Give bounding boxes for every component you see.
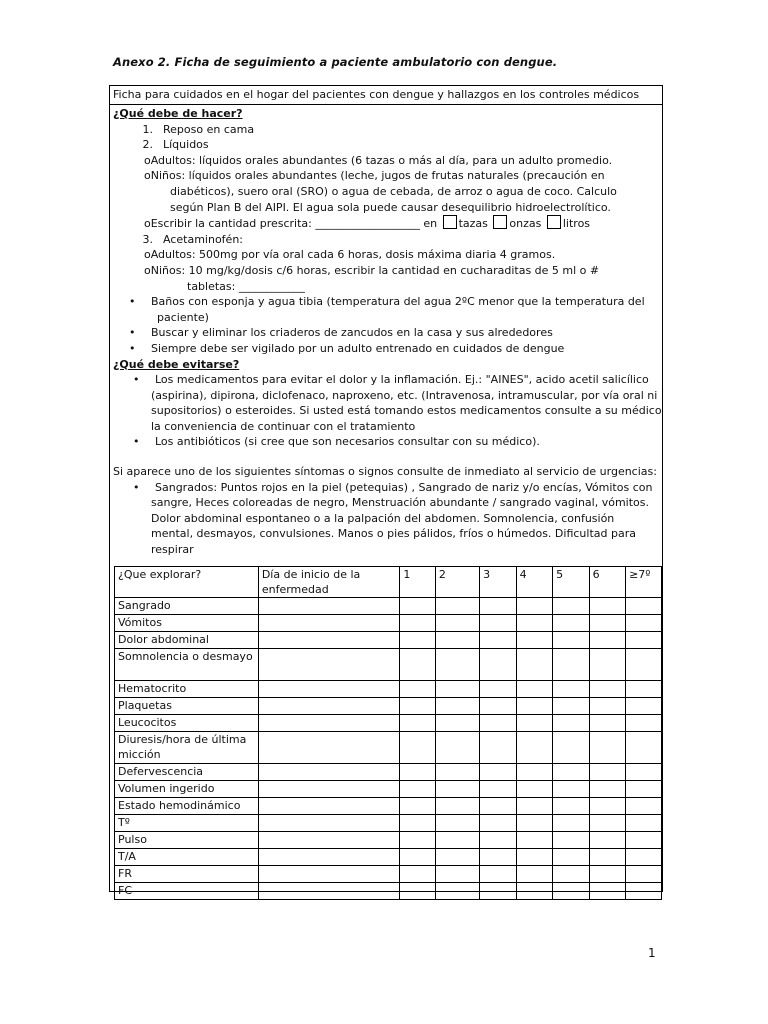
table-row xyxy=(115,681,662,698)
table-cell[interactable] xyxy=(400,632,436,649)
table-cell[interactable] xyxy=(480,632,516,649)
table-cell[interactable] xyxy=(626,883,662,900)
table-cell[interactable] xyxy=(626,615,662,632)
table-cell[interactable] xyxy=(553,781,589,798)
bullet-banos: • Baños con esponja y agua tibia (temperatura del agua 2ºC menor que la temperatura del xyxy=(129,295,645,309)
table-cell[interactable] xyxy=(553,681,589,698)
table-cell[interactable] xyxy=(480,715,516,732)
liquidos-adultos: oAdultos: líquidos orales abundantes (6 tazas o más al día, para un adulto promedio. xyxy=(144,153,613,167)
col-header-3: 3 xyxy=(480,567,516,598)
table-cell[interactable] xyxy=(626,698,662,715)
table-cell[interactable] xyxy=(516,632,552,649)
table-cell[interactable] xyxy=(626,681,662,698)
table-cell[interactable] xyxy=(258,832,399,849)
table-cell[interactable] xyxy=(589,866,625,883)
table-cell[interactable] xyxy=(435,698,479,715)
bullet-antibioticos: • Los antibióticos (si cree que son necesarios consultar con su médico). xyxy=(133,435,540,449)
table-cell[interactable] xyxy=(480,781,516,798)
table-cell[interactable] xyxy=(258,698,399,715)
table-cell[interactable] xyxy=(626,781,662,798)
table-cell[interactable] xyxy=(626,715,662,732)
table-cell[interactable] xyxy=(589,832,625,849)
table-cell[interactable] xyxy=(553,649,589,681)
table-cell[interactable] xyxy=(516,849,552,866)
table-row xyxy=(115,698,662,715)
table-row xyxy=(115,615,662,632)
item-reposo: 1. Reposo en cama xyxy=(142,122,255,136)
item-liquidos: 2. Líquidos xyxy=(142,138,209,152)
table-cell[interactable] xyxy=(400,732,436,764)
table-row xyxy=(115,866,662,883)
table-cell[interactable] xyxy=(400,849,436,866)
table-cell[interactable] xyxy=(435,615,479,632)
table-cell[interactable] xyxy=(480,764,516,781)
table-cell[interactable] xyxy=(400,598,436,615)
table-cell[interactable] xyxy=(516,649,552,681)
table-cell[interactable] xyxy=(589,883,625,900)
table-cell[interactable] xyxy=(626,649,662,681)
table-cell[interactable] xyxy=(258,615,399,632)
table-cell[interactable] xyxy=(589,615,625,632)
row-label: Diuresis/hora de última micción xyxy=(115,732,259,764)
row-label: Volumen ingerido xyxy=(115,781,259,798)
row-label: Hematocrito xyxy=(115,681,259,698)
table-cell[interactable] xyxy=(589,698,625,715)
table-cell[interactable] xyxy=(435,883,479,900)
table-cell[interactable] xyxy=(400,883,436,900)
col-header-1: 1 xyxy=(400,567,436,598)
table-cell[interactable] xyxy=(553,883,589,900)
table-cell[interactable] xyxy=(516,866,552,883)
table-cell[interactable] xyxy=(589,732,625,764)
table-cell[interactable] xyxy=(435,815,479,832)
table-cell[interactable] xyxy=(258,764,399,781)
table-cell[interactable] xyxy=(516,883,552,900)
table-row xyxy=(115,849,662,866)
instructions xyxy=(110,105,662,558)
table-row xyxy=(115,598,662,615)
table-cell[interactable] xyxy=(400,832,436,849)
table-cell[interactable] xyxy=(480,681,516,698)
table-cell[interactable] xyxy=(435,849,479,866)
bullet-sangrados-cont: sangre, Heces coloreadas de negro, Menstruación abundante / sangrado vaginal, vómitos. xyxy=(151,496,650,510)
table-cell[interactable] xyxy=(626,732,662,764)
table-cell[interactable] xyxy=(400,764,436,781)
row-label: Leucocitos xyxy=(115,715,259,732)
col-header-6: 6 xyxy=(589,567,625,598)
table-cell[interactable] xyxy=(480,866,516,883)
page-number: 1 xyxy=(648,946,656,960)
table-cell[interactable] xyxy=(516,732,552,764)
table-cell[interactable] xyxy=(480,649,516,681)
table-cell[interactable] xyxy=(435,649,479,681)
cantidad-prescrita: oEscribir la cantidad prescrita: ___________________ en tazas onzas litros xyxy=(144,217,591,231)
table-cell[interactable] xyxy=(516,832,552,849)
table-cell[interactable] xyxy=(258,815,399,832)
col-header-2: 2 xyxy=(435,567,479,598)
table-cell[interactable] xyxy=(589,798,625,815)
item-acetaminofen: 3. Acetaminofén: xyxy=(142,232,243,246)
table-cell[interactable] xyxy=(516,598,552,615)
table-cell[interactable] xyxy=(516,681,552,698)
section-title-hacer: ¿Qué debe de hacer? xyxy=(113,107,243,120)
table-cell[interactable] xyxy=(626,849,662,866)
bullet-medicamentos-cont2: supositorios) o esteroides. Si usted está tomando estos medicamentos consulte a su médico xyxy=(151,404,662,418)
bullet-criaderos: • Buscar y eliminar los criaderos de zancudos en la casa y sus alrededores xyxy=(129,326,553,340)
table-row xyxy=(115,732,662,764)
table-cell[interactable] xyxy=(516,715,552,732)
table-cell[interactable] xyxy=(626,598,662,615)
table-cell[interactable] xyxy=(626,764,662,781)
table-cell[interactable] xyxy=(435,598,479,615)
bullet-sangrados-cont2: Dolor abdominal espontaneo o a la palpación del abdomen. Somnolencia, confusión xyxy=(151,511,615,525)
urgencias-text: Si aparece uno de los siguientes síntomas o signos consulte de inmediato al servicio de urgencias: xyxy=(113,465,657,479)
litros-checkbox[interactable] xyxy=(547,215,561,229)
table-cell[interactable] xyxy=(480,615,516,632)
table-row xyxy=(115,632,662,649)
col-header-7plus: ≥7º xyxy=(626,567,662,598)
row-label: T/A xyxy=(115,849,259,866)
table-cell[interactable] xyxy=(553,832,589,849)
table-cell[interactable] xyxy=(258,715,399,732)
table-cell[interactable] xyxy=(553,849,589,866)
table-cell[interactable] xyxy=(626,866,662,883)
table-cell[interactable] xyxy=(435,632,479,649)
table-cell[interactable] xyxy=(589,764,625,781)
table-cell[interactable] xyxy=(553,598,589,615)
table-cell[interactable] xyxy=(480,849,516,866)
table-cell[interactable] xyxy=(480,732,516,764)
bullet-medicamentos-cont: (aspirina), dipirona, diclofenaco, naproxeno, etc. (Intravenosa, intramuscular, por vía oral ni xyxy=(151,388,658,402)
row-label: Defervescencia xyxy=(115,764,259,781)
table-cell[interactable] xyxy=(258,632,399,649)
table-cell[interactable] xyxy=(589,715,625,732)
table-cell[interactable] xyxy=(480,832,516,849)
table-cell[interactable] xyxy=(400,798,436,815)
document-title: Anexo 2. Ficha de seguimiento a paciente ambulatorio con dengue. xyxy=(113,55,558,69)
table-cell[interactable] xyxy=(480,598,516,615)
table-row xyxy=(115,815,662,832)
row-label: Sangrado xyxy=(115,598,259,615)
table-row xyxy=(115,832,662,849)
table-cell[interactable] xyxy=(258,798,399,815)
liquidos-ninos: oNiños: líquidos orales abundantes (leche, jugos de frutas naturales (precaución en xyxy=(144,169,605,183)
table-cell[interactable] xyxy=(480,698,516,715)
table-cell[interactable] xyxy=(258,781,399,798)
table-cell[interactable] xyxy=(589,632,625,649)
table-cell[interactable] xyxy=(553,764,589,781)
table-cell[interactable] xyxy=(258,849,399,866)
table-cell[interactable] xyxy=(553,815,589,832)
table-cell[interactable] xyxy=(258,866,399,883)
table-cell[interactable] xyxy=(516,764,552,781)
tracking-table xyxy=(114,566,662,900)
table-cell[interactable] xyxy=(626,815,662,832)
table-cell[interactable] xyxy=(589,681,625,698)
table-cell[interactable] xyxy=(553,615,589,632)
table-cell[interactable] xyxy=(258,649,399,681)
col-header-4: 4 xyxy=(516,567,552,598)
table-cell[interactable] xyxy=(589,815,625,832)
tazas-checkbox[interactable] xyxy=(443,215,457,229)
table-cell[interactable] xyxy=(258,732,399,764)
liquidos-ninos-cont: diabéticos), suero oral (SRO) o agua de cebada, de arroz o agua de coco. Calculo xyxy=(170,184,617,198)
table-cell[interactable] xyxy=(400,698,436,715)
table-row xyxy=(115,764,662,781)
table-row xyxy=(115,649,662,681)
table-cell[interactable] xyxy=(400,615,436,632)
acet-adultos: oAdultos: 500mg por vía oral cada 6 horas, dosis máxima diaria 4 gramos. xyxy=(144,248,556,262)
tracking-header-row xyxy=(115,567,662,598)
table-cell[interactable] xyxy=(435,832,479,849)
table-cell[interactable] xyxy=(516,615,552,632)
table-row xyxy=(115,715,662,732)
col-header-dia-inicio: Día de inicio de la enfermedad xyxy=(258,567,399,598)
row-label: Somnolencia o desmayo xyxy=(115,649,259,681)
bullet-vigilado: • Siempre debe ser vigilado por un adulto entrenado en cuidados de dengue xyxy=(129,341,565,355)
table-cell[interactable] xyxy=(516,815,552,832)
table-cell[interactable] xyxy=(516,781,552,798)
bullet-sangrados: • Sangrados: Puntos rojos en la piel (petequias) , Sangrado de nariz y/o encías, Vómitos con xyxy=(133,480,653,494)
row-label: Estado hemodinámico xyxy=(115,798,259,815)
table-cell[interactable] xyxy=(626,832,662,849)
form-frame xyxy=(109,85,663,897)
table-cell[interactable] xyxy=(516,798,552,815)
table-cell[interactable] xyxy=(400,815,436,832)
table-cell[interactable] xyxy=(480,815,516,832)
acet-ninos: oNiños: 10 mg/kg/dosis c/6 horas, escribir la cantidad en cucharaditas de 5 ml o # xyxy=(144,263,600,277)
col-header-5: 5 xyxy=(553,567,589,598)
table-cell[interactable] xyxy=(516,698,552,715)
liquidos-ninos-cont2: según Plan B del AIPI. El agua sola puede causar desequilibrio hidroelectrolítico. xyxy=(170,200,611,214)
table-cell[interactable] xyxy=(435,732,479,764)
table-cell[interactable] xyxy=(626,632,662,649)
table-cell[interactable] xyxy=(400,681,436,698)
table-cell[interactable] xyxy=(480,883,516,900)
table-cell[interactable] xyxy=(258,883,399,900)
table-cell[interactable] xyxy=(553,798,589,815)
table-cell[interactable] xyxy=(589,849,625,866)
form-header: Ficha para cuidados en el hogar del pacientes con dengue y hallazgos en los controles médicos xyxy=(110,86,662,105)
row-label: Dolor abdominal xyxy=(115,632,259,649)
bullet-sangrados-cont4: respirar xyxy=(151,543,194,557)
table-row xyxy=(115,781,662,798)
table-cell[interactable] xyxy=(589,649,625,681)
table-row xyxy=(115,883,662,900)
row-label: Tº xyxy=(115,815,259,832)
section-title-evitarse: ¿Qué debe evitarse? xyxy=(113,357,240,371)
table-cell[interactable] xyxy=(553,698,589,715)
table-cell[interactable] xyxy=(435,781,479,798)
table-cell[interactable] xyxy=(553,632,589,649)
table-cell[interactable] xyxy=(400,715,436,732)
bullet-medicamentos-cont3: la conveniencia de continuar con el tratamiento xyxy=(151,419,416,433)
table-cell[interactable] xyxy=(400,781,436,798)
table-cell[interactable] xyxy=(480,798,516,815)
row-label: Vómitos xyxy=(115,615,259,632)
bullet-medicamentos: • Los medicamentos para evitar el dolor y la inflamación. Ej.: "AINES", acido acetil salicílico xyxy=(133,373,649,387)
table-cell[interactable] xyxy=(589,781,625,798)
acet-ninos-cont: tabletas: ____________ xyxy=(187,279,305,293)
onzas-checkbox[interactable] xyxy=(493,215,507,229)
table-cell[interactable] xyxy=(258,598,399,615)
table-cell[interactable] xyxy=(400,866,436,883)
row-label: Plaquetas xyxy=(115,698,259,715)
table-cell[interactable] xyxy=(258,681,399,698)
row-label: FC xyxy=(115,883,259,900)
table-cell[interactable] xyxy=(553,732,589,764)
row-label: Pulso xyxy=(115,832,259,849)
table-cell[interactable] xyxy=(435,798,479,815)
bullet-sangrados-cont3: mental, desmayos, convulsiones. Manos o pies pálidos, fríos o húmedos. Dificultad para xyxy=(151,527,636,541)
table-cell[interactable] xyxy=(435,681,479,698)
table-cell[interactable] xyxy=(589,598,625,615)
table-cell[interactable] xyxy=(553,715,589,732)
table-cell[interactable] xyxy=(400,649,436,681)
col-header-explorar: ¿Que explorar? xyxy=(115,567,259,598)
tracking-body xyxy=(115,598,662,900)
table-cell[interactable] xyxy=(435,764,479,781)
table-row xyxy=(115,798,662,815)
table-cell[interactable] xyxy=(435,715,479,732)
table-cell[interactable] xyxy=(553,866,589,883)
table-cell[interactable] xyxy=(435,866,479,883)
bullet-banos-cont: paciente) xyxy=(157,310,209,324)
row-label: FR xyxy=(115,866,259,883)
table-cell[interactable] xyxy=(626,798,662,815)
